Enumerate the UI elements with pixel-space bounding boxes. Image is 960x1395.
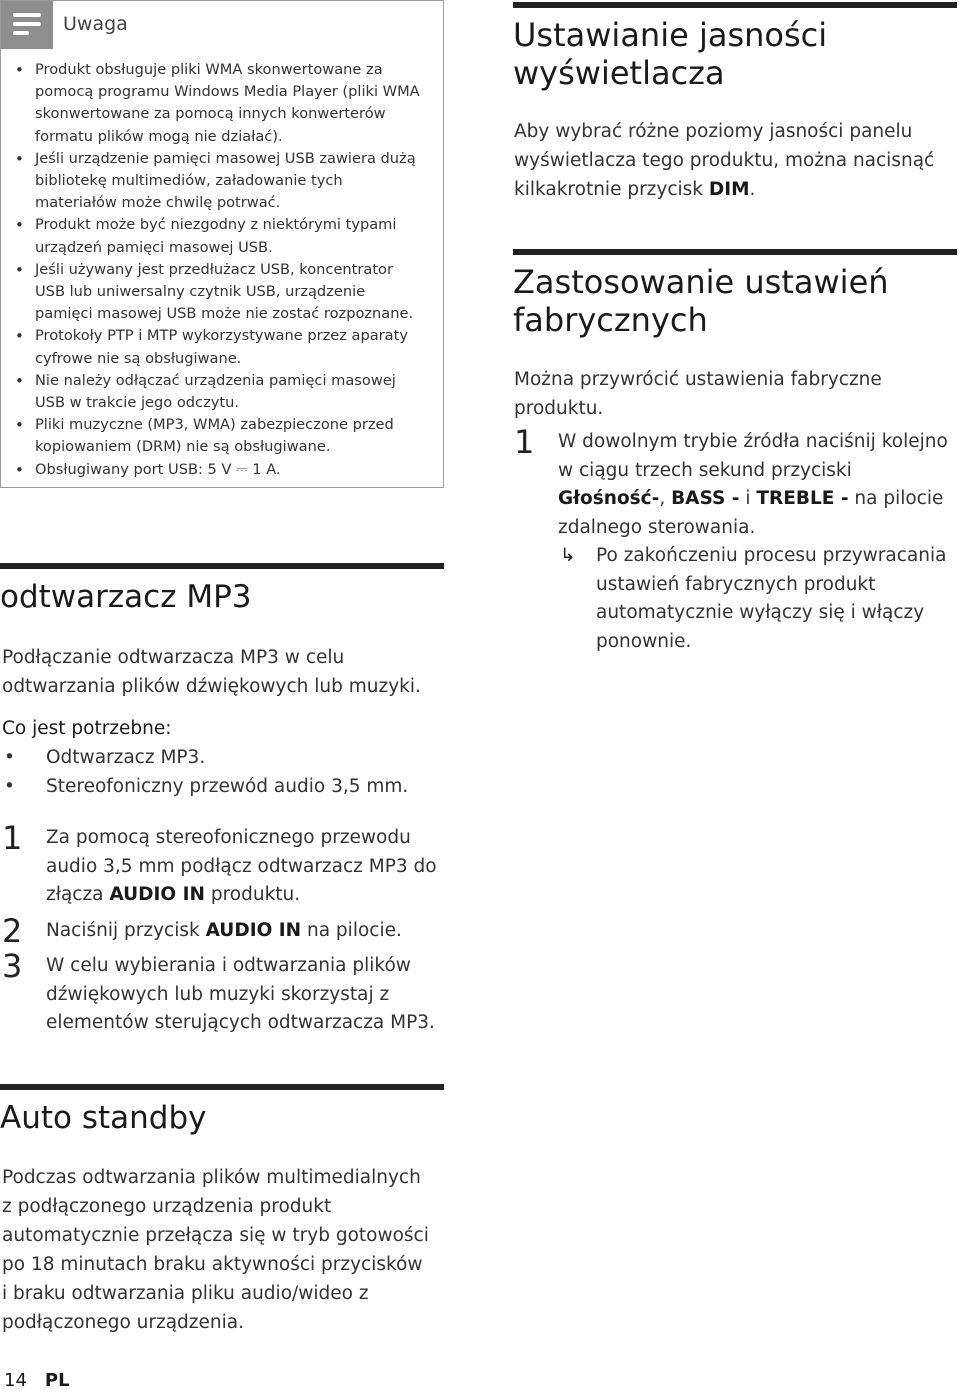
step-item: 1 W dowolnym trybie źródła naciśnij kolejno w ciągu trzech sekund przyciski Głośność-, BASS - i TREBLE - na pilocie zdalnego sterowania. ↳ Po zakończeniu procesu przywracania ustawień fabrycznych produkt automatycznie wyłączy się i włączy ponownie.: [514, 428, 958, 656]
mp3-section-header: [0, 563, 444, 615]
list-item: • Protokoły PTP i MTP wykorzystywane przez aparaty cyfrowe nie są obsługiwane.: [15, 325, 427, 369]
step-number: 2: [2, 911, 23, 950]
list-item: • Produkt może być niezgodny z niektórymi typami urządzeń pamięci masowej USB.: [15, 214, 427, 258]
brightness-section-header: [513, 2, 957, 92]
step-item: [2, 911, 442, 950]
step-item: [2, 947, 442, 1038]
result-arrow-icon: ↳: [560, 545, 576, 566]
factory-section-header: [513, 249, 957, 339]
step-number: 1: [2, 819, 23, 857]
requirements-title: Co jest potrzebne:: [2, 718, 172, 739]
list-item: • Stereofoniczny przewód audio 3,5 mm.: [2, 772, 442, 801]
mp3-heading: odtwarzacz MP3: [0, 579, 252, 615]
note-icon: [1, 1, 53, 49]
factory-intro: Można przywrócić ustawienia fabryczne produktu.: [514, 369, 882, 419]
note-box: [0, 0, 444, 488]
step-bold: AUDIO IN: [205, 919, 302, 941]
brightness-heading: Ustawianie jasności wyświetlacza: [513, 16, 828, 92]
standby-section-header: [0, 1084, 444, 1136]
step-text: W celu wybierania i odtwarzania plików dźwiękowych lub muzyki skorzystaj z elementów sterujących odtwarzacza MP3.: [46, 955, 435, 1033]
list-item: • Jeśli urządzenie pamięci masowej USB zawiera dużą bibliotekę multimediów, załadowanie tych materiałów może chwilę potrwać.: [15, 148, 427, 215]
step-text: produktu.: [204, 884, 301, 905]
step-text: Za pomocą stereofonicznego przewodu audio 3,5 mm podłącz odtwarzacz MP3 do złącza: [46, 827, 437, 905]
step-item: [2, 819, 442, 910]
mp3-steps: [2, 819, 442, 1038]
step-number: 1: [514, 423, 535, 461]
list-item: • Produkt obsługuje pliki WMA skonwertowane za pomocą programu Windows Media Player (pliki WMA skonwertowane za pomocą innych konwerterów formatu plików mogą nie działać).: [15, 59, 427, 148]
step-number: 3: [2, 947, 23, 985]
result-text: Po zakończeniu procesu przywracania ustawień fabrycznych produkt automatycznie wyłączy się i włączy ponownie.: [596, 545, 947, 652]
note-list: [15, 59, 427, 481]
list-item: • Jeśli używany jest przedłużacz USB, koncentrator USB lub uniwersalny czytnik USB, urządzenie pamięci masowej USB może nie zostać rozpoznane.: [15, 259, 427, 326]
mp3-intro: Podłączanie odtwarzacza MP3 w celu odtwarzania plików dźwiękowych lub muzyki.: [2, 647, 421, 697]
step-result: [558, 542, 958, 656]
list-item: • Obsługiwany port USB: 5 V ⎓ 1 A.: [15, 459, 427, 481]
list-item: • Odtwarzacz MP3.: [2, 743, 442, 772]
page-footer: [4, 1370, 70, 1391]
list-item: • Pliki muzyczne (MP3, WMA) zabezpieczone przed kopiowaniem (DRM) nie są obsługiwane.: [15, 414, 427, 458]
factory-steps: [514, 423, 958, 656]
dim-button-label: DIM: [708, 179, 750, 200]
factory-heading: Zastosowanie ustawień fabrycznych: [513, 263, 889, 339]
step-text: na pilocie.: [301, 919, 402, 941]
language-code: PL: [44, 1370, 70, 1391]
step-bold: AUDIO IN: [109, 884, 205, 905]
brightness-text: Aby wybrać różne poziomy jasności panelu wyświetlacza tego produktu, można nacisnąć kilkakrotnie przycisk DIM.: [514, 121, 935, 200]
standby-heading: Auto standby: [0, 1100, 207, 1136]
requirements-list: [2, 743, 442, 801]
step-text: W dowolnym trybie źródła naciśnij kolejno w ciągu trzech sekund przyciski: [558, 431, 948, 481]
page-number: 14: [4, 1370, 27, 1391]
step-text: Naciśnij przycisk: [46, 919, 206, 941]
standby-text: Podczas odtwarzania plików multimedialnych z podłączonego urządzenia produkt automatycznie przełącza się w tryb gotowości po 18 minutach braku aktywności przycisków i braku odtwarzania pliku audio/wideo z podłączonego urządzenia.: [2, 1167, 429, 1333]
note-title: Uwaga: [63, 13, 128, 35]
list-item: • Nie należy odłączać urządzenia pamięci masowej USB w trakcie jego odczytu.: [15, 370, 427, 414]
